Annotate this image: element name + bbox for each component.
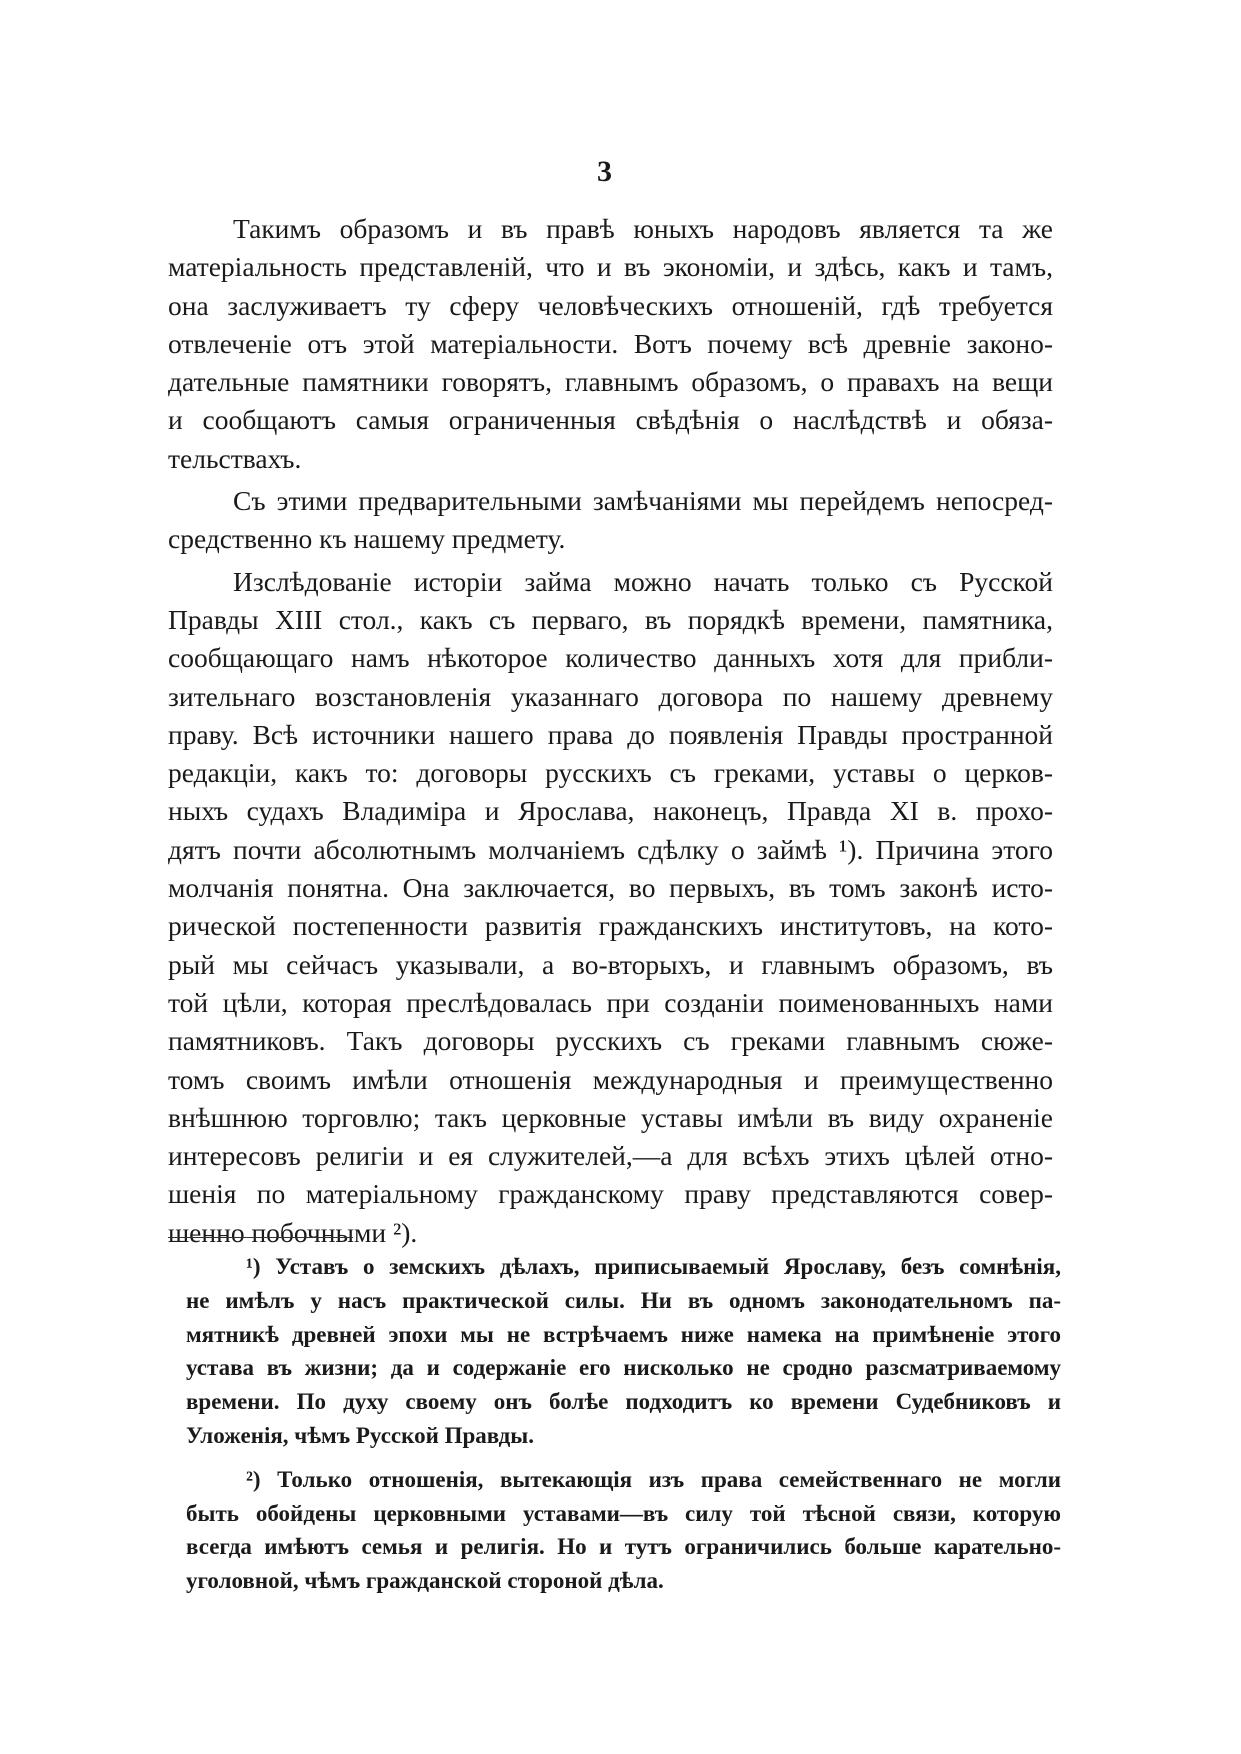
footnote-line: ²) Только отношенія, вытекающія изъ права семейственнаго не могли xyxy=(246,1466,1061,1492)
footnote-line: всегда имѣютъ семья и религія. Но и тутъ ограничились больше карательно- xyxy=(186,1534,1061,1560)
text-line: интересовъ религіи и ея служителей,—а для всѣхъ этихъ цѣлей отно- xyxy=(168,1140,1053,1172)
text-line: той цѣли, которая преслѣдовалась при созданіи поименованныхъ нами xyxy=(168,986,1053,1018)
text-line: Изслѣдованіе исторіи займа можно начать только съ Русской xyxy=(233,565,1053,597)
footnote-line: уголовной, чѣмъ гражданской стороной дѣла. xyxy=(186,1568,664,1594)
text-line: томъ своимъ имѣли отношенія международныя и преимущественно xyxy=(168,1063,1053,1095)
text-line: Съ этими предварительными замѣчаніями мы перейдемъ непосред- xyxy=(233,485,1053,517)
footnote-line: быть обойдены церковными уставами—въ силу той тѣсной связи, которую xyxy=(186,1500,1061,1526)
footnote-separator xyxy=(168,1237,353,1238)
text-line: и сообщаютъ самыя ограниченныя свѣдѣнія о наслѣдствѣ и обяза- xyxy=(168,404,1053,436)
main-text xyxy=(168,210,1053,1252)
text-line: шенно побочными ²). xyxy=(168,1216,418,1248)
footnote-line: мятникѣ древней эпохи мы не встрѣчаемъ ниже намека на примѣненіе этого xyxy=(186,1321,1061,1347)
text-line: дательные памятники говорятъ, главнымъ образомъ, о правахъ на вещи xyxy=(168,366,1053,398)
text-line: средственно къ нашему предмету. xyxy=(168,523,566,555)
text-line: Правды XIII стол., какъ съ перваго, въ порядкѣ времени, памятника, xyxy=(168,603,1053,635)
text-line: дятъ почти абсолютнымъ молчаніемъ сдѣлку о займѣ ¹). Причина этого xyxy=(168,833,1053,865)
text-line: матеріальность представленій, что и въ экономіи, и здѣсь, какъ и тамъ, xyxy=(168,251,1053,283)
footnote-line: Уложенія, чѣмъ Русской Правды. xyxy=(186,1422,534,1448)
footnote-line: устава въ жизни; да и содержаніе его нисколько не сродно разсматриваемому xyxy=(186,1355,1061,1381)
footnote-line: не имѣлъ у насъ практической силы. Ни въ одномъ законодательномъ па- xyxy=(186,1287,1061,1313)
text-line: редакціи, какъ то: договоры русскихъ съ греками, уставы о церков- xyxy=(168,757,1053,789)
text-line: рической постепенности развитія гражданскихъ институтовъ, на кото- xyxy=(168,910,1053,942)
page-number: 3 xyxy=(597,155,612,188)
text-line: праву. Всѣ источники нашего права до появленія Правды пространной xyxy=(168,718,1053,750)
text-line: зительнаго возстановленія указаннаго договора по нашему древнему xyxy=(168,680,1053,712)
footnote xyxy=(186,1463,1061,1598)
text-line: молчанія понятна. Она заключается, во первыхъ, въ томъ законѣ исто- xyxy=(168,872,1053,904)
text-line: отвлеченіе отъ этой матеріальности. Вотъ почему всѣ древніе законо- xyxy=(168,327,1053,359)
footnotes xyxy=(186,1250,1061,1598)
text-line: памятниковъ. Такъ договоры русскихъ съ греками главнымъ сюже- xyxy=(168,1025,1053,1057)
text-line: тельствахъ. xyxy=(168,442,302,474)
footnote-line: времени. По духу своему онъ болѣе подходитъ ко времени Судебниковъ и xyxy=(186,1389,1061,1415)
text-line: она заслуживаетъ ту сферу человѣческихъ отношеній, гдѣ требуется xyxy=(168,289,1053,321)
paragraph xyxy=(168,210,1053,478)
text-line: Такимъ образомъ и въ правѣ юныхъ народовъ является та же xyxy=(233,213,1053,244)
paragraph xyxy=(168,482,1053,559)
text-line: ныхъ судахъ Владиміра и Ярослава, наконецъ, Правда XI в. прохо- xyxy=(168,795,1053,827)
text-line: сообщающаго намъ нѣкоторое количество данныхъ хотя для прибли- xyxy=(168,642,1053,674)
paragraph xyxy=(168,563,1053,1252)
footnote xyxy=(186,1250,1061,1453)
text-line: рый мы сейчасъ указывали, а во-вторыхъ, и главнымъ образомъ, въ xyxy=(168,948,1053,980)
text-line: шенія по матеріальному гражданскому праву представляются совер- xyxy=(168,1178,1053,1210)
text-line: внѣшнюю торговлю; такъ церковные уставы имѣли въ виду охраненіе xyxy=(168,1101,1053,1133)
footnote-line: ¹) Уставъ о земскихъ дѣлахъ, приписываемый Ярославу, безъ сомнѣнія, xyxy=(246,1254,1061,1279)
